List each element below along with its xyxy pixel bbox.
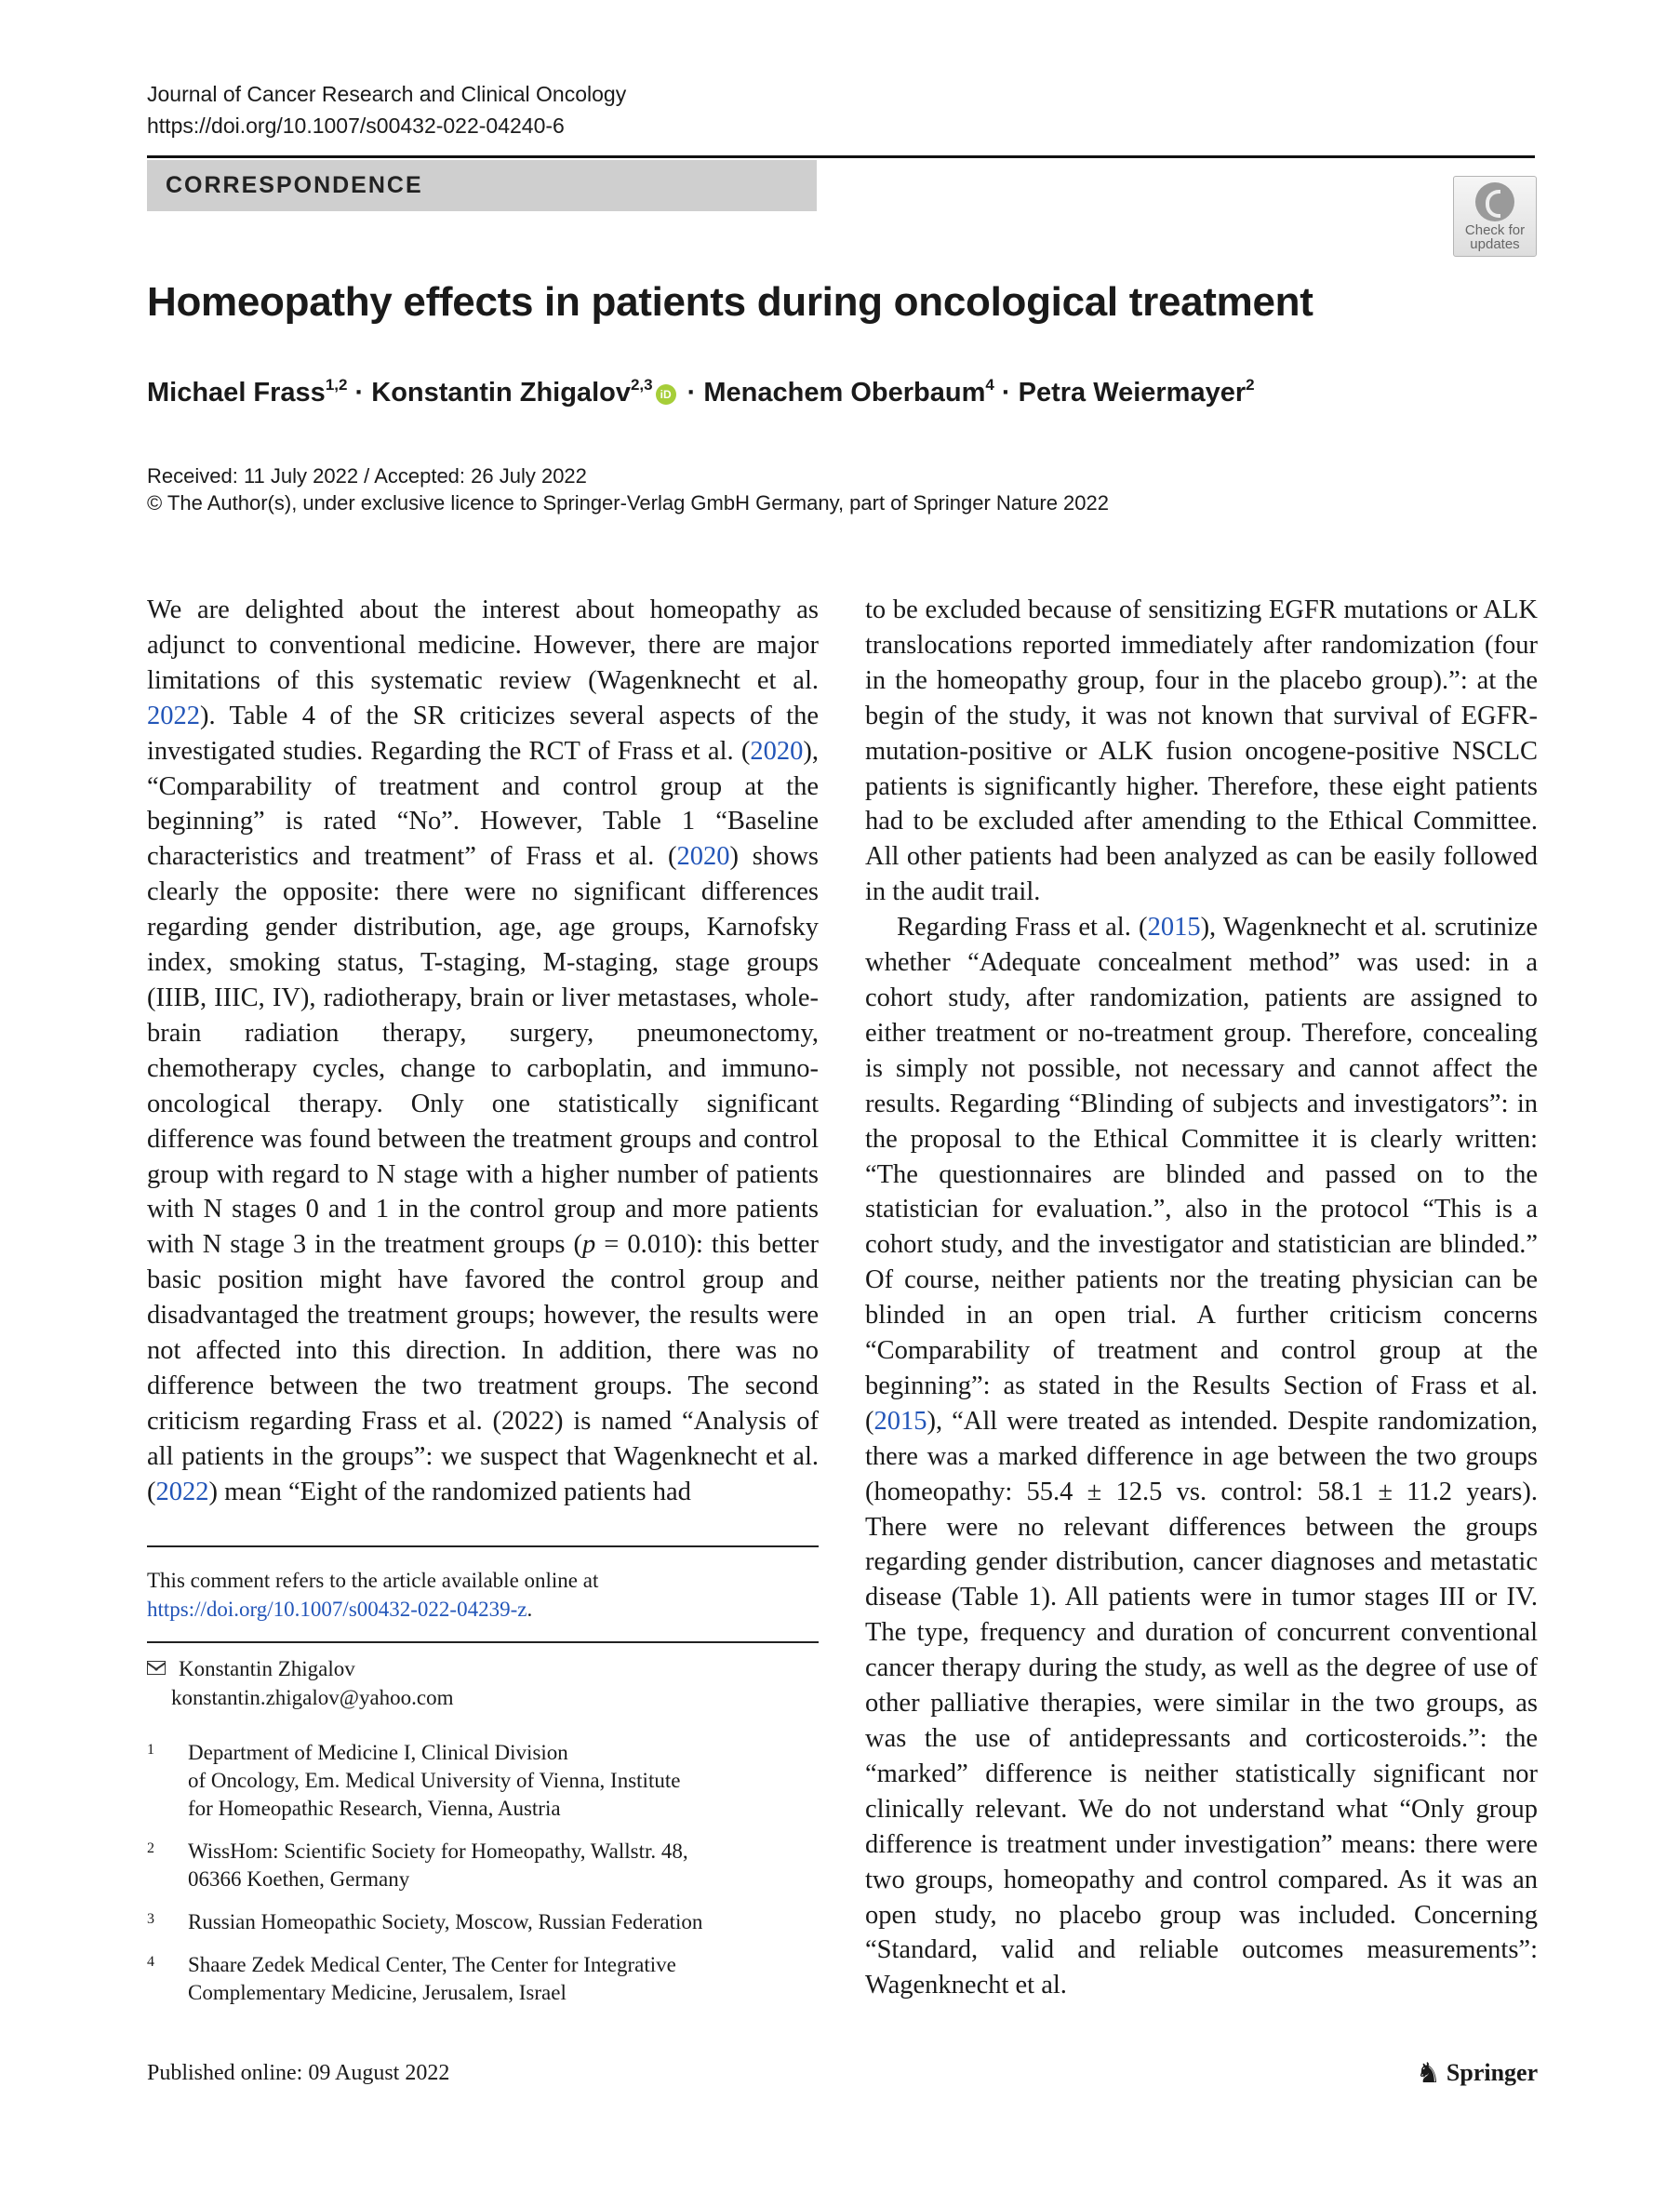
- affiliation: [147, 1838, 819, 1893]
- author-name[interactable]: Michael Frass: [147, 378, 326, 408]
- italic-text: p: [581, 1230, 596, 1260]
- affiliation-number: 3: [147, 1911, 154, 1927]
- author-separator: ·: [993, 378, 1019, 408]
- body-text: We are delighted about the interest about homeopathy as adjunct to conventional medicine. However, there are major limitations of this systematic review (Wagenknecht et al.: [147, 595, 819, 695]
- body-paragraph: [147, 593, 819, 1510]
- author-affiliation: 4: [985, 376, 994, 394]
- springer-horse-icon: ♞: [1416, 2058, 1441, 2089]
- check-updates-icon: [1475, 182, 1514, 221]
- check-updates-line-1: Check for: [1464, 222, 1526, 238]
- envelope-icon: [147, 1661, 166, 1675]
- citation-link[interactable]: 2015: [873, 1406, 927, 1436]
- author-name[interactable]: Menachem Oberbaum: [703, 378, 986, 408]
- author-separator: ·: [679, 378, 704, 408]
- journal-name: Journal of Cancer Research and Clinical Oncology: [147, 82, 627, 106]
- article-title: Homeopathy effects in patients during oncological treatment: [147, 279, 1313, 325]
- citation-link[interactable]: 2022: [155, 1477, 209, 1506]
- comment-article-link[interactable]: https://doi.org/10.1007/s00432-022-04239-z: [147, 1598, 527, 1621]
- section-label: CORRESPONDENCE: [166, 172, 423, 198]
- body-paragraph: [865, 910, 1538, 2003]
- affiliation-number: 4: [147, 1954, 154, 1970]
- comment-note-suffix: .: [527, 1598, 533, 1621]
- received-accepted: Received: 11 July 2022 / Accepted: 26 July 2022: [147, 464, 587, 488]
- affiliation-line: WissHom: Scientific Society for Homeopathy, Wallstr. 48,: [188, 1839, 688, 1863]
- corresponding-author: [147, 1654, 454, 1712]
- affiliation-line: Complementary Medicine, Jerusalem, Israel: [188, 1981, 567, 2004]
- citation-link[interactable]: 2020: [750, 736, 804, 766]
- comment-note: [147, 1566, 819, 1624]
- affiliation-number: 2: [147, 1840, 154, 1856]
- section-band: [147, 160, 817, 211]
- body-text: ), “Comparability of treatment and control group at the beginning” is rated “No”. However, Table 1 “Baseline characteristics and treatment” of Frass et al. (: [147, 736, 819, 872]
- body-column-left: [147, 593, 819, 1510]
- affiliation: [147, 1908, 819, 1936]
- author-name[interactable]: Petra Weiermayer: [1018, 378, 1247, 408]
- citation-link[interactable]: 2022: [147, 701, 200, 730]
- author-affiliation: 1,2: [325, 376, 348, 394]
- body-paragraph: [865, 593, 1538, 910]
- body-text: = 0.010): this better basic position might have favored the control group and disadvantaged the treatment groups; however, the results were not affected into this direction. In addition, there was no difference between the two treatment groups. The second criticism regarding Frass et al. (2022) is named “Analysis of all patients in the groups”: we suspect that Wagenknecht et al. (: [147, 1230, 819, 1506]
- author-affiliation: 2,3: [630, 376, 653, 394]
- journal-header: [147, 78, 626, 141]
- body-text: ), “All were treated as intended. Despite randomization, there was a marked difference in age between the two groups (homeopathy: 55.4 ± 12.5 vs. control: 58.1 ± 11.2 years). There were no relevant differences between the groups regarding gender distribution, cancer diagnoses and metastatic disease (Table 1). All patients were in tumor stages III or IV. The type, frequency and duration of concurrent conventional cancer therapy during the study, as well as the degree of use of other palliative therapies, were similar in the two groups, as was the use of antidepressants and corticosteroids.”: the “marked” difference is neither statistically significant nor clinically relevant. We do not understand what “Only group difference is treatment under investigation” means: there were two groups, homeopathy and control compared. As it was an open study, no placebo group was included. Concerning “Standard, valid and reliable outcomes measurements”: Wagenknecht et al.: [865, 1406, 1538, 2000]
- affiliation: [147, 1739, 819, 1823]
- comment-note-text: This comment refers to the article available online at: [147, 1569, 599, 1592]
- affiliation-line: for Homeopathic Research, Vienna, Austria: [188, 1797, 561, 1820]
- publisher-name: Springer: [1446, 2059, 1539, 2086]
- affiliation-line: Shaare Zedek Medical Center, The Center for Integrative: [188, 1953, 676, 1976]
- published-date: Published online: 09 August 2022: [147, 2061, 450, 2085]
- body-text: ), Wagenknecht et al. scrutinize whether “Adequate concealment method” was used: in a cohort study, after randomization, patients are assigned to either treatment or no-treatment group. Therefore, concealing is simply not possible, not necessary and cannot affect the results. Regarding “Blinding of subjects and investigators”: in the proposal to the Ethical Committee it is clearly written: “The questionnaires are blinded and passed on to the statistician for evaluation.”, also in the protocol “This is a cohort study, and the investigator and statistician are blinded.” Of course, neither patients nor the treating physician can be blinded in an open trial. A further criticism concerns “Comparability of treatment and control group at the beginning”: as stated in the Results Section of Frass et al. (: [865, 913, 1538, 1436]
- body-text: to be excluded because of sensitizing EGFR mutations or ALK translocations reported immediately after randomization (four in the homeopathy group, four in the placebo group).”: at the begin of the study, it was not known that survival of EGFR-mutation-positive or ALK fusion oncogene-positive NSCLC patients is significantly higher. Therefore, these eight patients had to be excluded after amending to the Ethical Committee. All other patients had been analyzed as can be easily followed in the audit trail.: [865, 595, 1538, 907]
- header-rule: [147, 155, 1535, 158]
- author-separator: ·: [347, 378, 372, 408]
- affiliation: [147, 1951, 819, 2007]
- citation-link[interactable]: 2015: [1147, 913, 1201, 943]
- check-for-updates-button[interactable]: [1453, 176, 1537, 257]
- orcid-icon[interactable]: iD: [656, 384, 676, 405]
- publisher-logo[interactable]: [1416, 2057, 1538, 2090]
- affiliation-number: 1: [147, 1742, 154, 1758]
- check-updates-line-2: updates: [1470, 236, 1520, 252]
- affiliation-line: Russian Homeopathic Society, Moscow, Russian Federation: [188, 1910, 703, 1933]
- footnote-rule: [147, 1545, 819, 1547]
- corresponding-name: Konstantin Zhigalov: [179, 1657, 355, 1680]
- affiliation-line: 06366 Koethen, Germany: [188, 1867, 410, 1891]
- copyright-line: © The Author(s), under exclusive licence to Springer-Verlag GmbH Germany, part of Springer Nature 2022: [147, 491, 1109, 515]
- author-list: [147, 378, 1255, 408]
- citation-link[interactable]: 2020: [676, 842, 730, 872]
- body-text: ). Table 4 of the SR criticizes several aspects of the investigated studies. Regarding the RCT of Frass et al. (: [147, 701, 819, 766]
- body-text: ) shows clearly the opposite: there were no significant differences regarding gender distribution, age, age groups, Karnofsky index, smoking status, T-staging, M-staging, stage groups (IIIB, IIIC, IV), radiotherapy, brain or liver metastases, whole-brain radiation therapy, surgery, pneumonectomy, chemotherapy cycles, change to carboplatin, and immuno-oncological therapy. Only one statistically significant difference was found between the treatment groups and control group with regard to N stage with a higher number of patients with N stages 0 and 1 in the control group and more patients with N stage 3 in the treatment groups (: [147, 842, 819, 1260]
- body-column-right: [865, 593, 1538, 2003]
- author-name[interactable]: Konstantin Zhigalov: [371, 378, 631, 408]
- footnote-rule: [147, 1641, 819, 1643]
- affiliation-line: Department of Medicine I, Clinical Division: [188, 1741, 568, 1764]
- article-doi[interactable]: https://doi.org/10.1007/s00432-022-04240-6: [147, 114, 565, 138]
- body-text: Regarding Frass et al. (: [897, 913, 1148, 943]
- corresponding-email[interactable]: konstantin.zhigalov@yahoo.com: [171, 1686, 454, 1709]
- body-text: ) mean “Eight of the randomized patients had: [208, 1477, 691, 1506]
- author-affiliation: 2: [1246, 376, 1255, 394]
- affiliation-line: of Oncology, Em. Medical University of Vienna, Institute: [188, 1769, 681, 1792]
- article-dates: [147, 462, 1109, 516]
